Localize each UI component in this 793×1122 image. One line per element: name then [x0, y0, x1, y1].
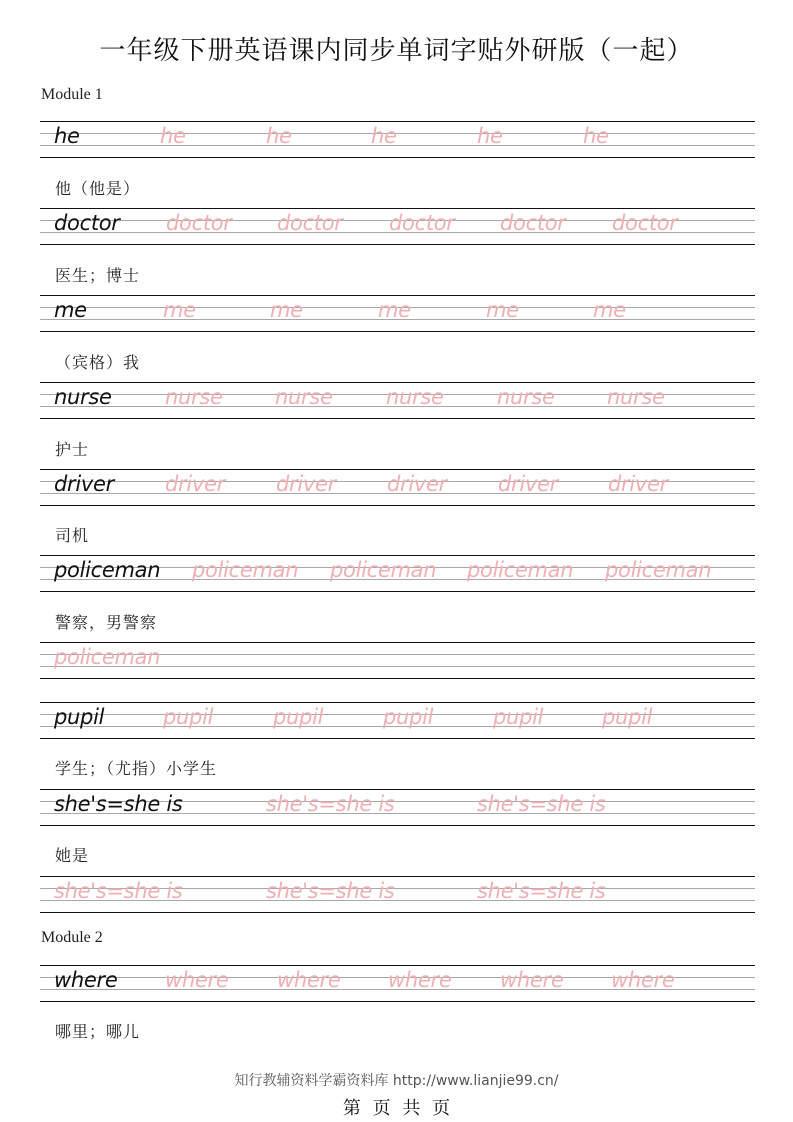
trace-word: where [388, 968, 452, 992]
trace-word: policeman [605, 558, 712, 582]
trace-word: where [500, 968, 564, 992]
trace-word: she's=she is [54, 879, 183, 903]
module-heading-2: Module 2 [41, 929, 103, 946]
model-word: doctor [54, 211, 120, 235]
model-word: where [54, 968, 118, 992]
line-top [40, 382, 755, 383]
trace-word: doctor [389, 211, 455, 235]
trace-word: driver [387, 472, 447, 496]
trace-word: me [593, 298, 626, 322]
writing-row-policeman [40, 555, 755, 592]
trace-word: doctor [612, 211, 678, 235]
line-top [40, 208, 755, 209]
trace-word: she's=she is [477, 792, 606, 816]
trace-word: driver [165, 472, 225, 496]
line-top [40, 965, 755, 966]
writing-row-shes [40, 789, 755, 826]
meaning-driver: 司机 [55, 526, 90, 545]
line-bottom [40, 738, 755, 739]
trace-word: he [477, 124, 503, 148]
trace-word: pupil [383, 705, 434, 729]
meaning-where: 哪里；哪儿 [55, 1022, 141, 1041]
meaning-he: 他（他是） [55, 179, 141, 198]
model-word: pupil [54, 705, 105, 729]
writing-row-policeman-continued [40, 642, 755, 679]
trace-word: pupil [602, 705, 653, 729]
trace-word: me [378, 298, 411, 322]
writing-row-shes-continued [40, 876, 755, 913]
line-top [40, 469, 755, 470]
trace-word: nurse [165, 385, 223, 409]
trace-word: where [611, 968, 675, 992]
writing-row-he [40, 121, 755, 158]
writing-row-where [40, 965, 755, 1002]
trace-word: he [266, 124, 292, 148]
module-heading-1: Module 1 [41, 86, 103, 103]
footer-site-link[interactable]: 知行教辅资料学霸资料库 http://www.lianjie99.cn/ [234, 1073, 559, 1089]
trace-word: policeman [54, 645, 161, 669]
trace-word: he [583, 124, 609, 148]
trace-word: nurse [275, 385, 333, 409]
writing-row-me [40, 295, 755, 332]
trace-word: where [277, 968, 341, 992]
trace-word: he [371, 124, 397, 148]
line-bottom [40, 1001, 755, 1002]
trace-word: policeman [192, 558, 299, 582]
trace-word: doctor [166, 211, 232, 235]
line-bottom [40, 591, 755, 592]
guide-line [40, 145, 755, 146]
meaning-pupil: 学生；（尤指）小学生 [55, 759, 218, 778]
trace-word: nurse [497, 385, 555, 409]
trace-word: policeman [330, 558, 437, 582]
trace-word: he [160, 124, 186, 148]
line-top [40, 789, 755, 790]
guide-line [40, 133, 755, 134]
model-word: she's=she is [54, 792, 183, 816]
line-bottom [40, 331, 755, 332]
line-bottom [40, 505, 755, 506]
trace-word: me [486, 298, 519, 322]
writing-row-nurse [40, 382, 755, 419]
trace-word: she's=she is [266, 879, 395, 903]
meaning-policeman: 警察，男警察 [55, 613, 158, 632]
trace-word: doctor [500, 211, 566, 235]
trace-word: where [165, 968, 229, 992]
line-bottom [40, 825, 755, 826]
meaning-me: （宾格）我 [55, 353, 141, 372]
line-bottom [40, 912, 755, 913]
model-word: me [54, 298, 87, 322]
trace-word: she's=she is [266, 792, 395, 816]
line-top [40, 555, 755, 556]
model-word: nurse [54, 385, 112, 409]
line-top [40, 121, 755, 122]
trace-word: pupil [493, 705, 544, 729]
trace-word: driver [498, 472, 558, 496]
meaning-doctor: 医生；博士 [55, 266, 141, 285]
trace-word: nurse [607, 385, 665, 409]
page-title: 一年级下册英语课内同步单词字贴外研版（一起） [99, 36, 694, 66]
model-word: he [54, 124, 80, 148]
line-bottom [40, 157, 755, 158]
trace-word: driver [276, 472, 336, 496]
trace-word: pupil [273, 705, 324, 729]
meaning-nurse: 护士 [55, 440, 90, 459]
trace-word: me [163, 298, 196, 322]
line-top [40, 295, 755, 296]
line-top [40, 702, 755, 703]
line-top [40, 876, 755, 877]
writing-row-pupil [40, 702, 755, 739]
writing-row-doctor [40, 208, 755, 245]
meaning-shes: 她是 [55, 846, 90, 865]
trace-word: pupil [163, 705, 214, 729]
model-word: policeman [54, 558, 161, 582]
writing-row-driver [40, 469, 755, 506]
footer-page-number: 第 页 共 页 [342, 1098, 451, 1119]
trace-word: doctor [277, 211, 343, 235]
line-bottom [40, 418, 755, 419]
line-top [40, 642, 755, 643]
trace-word: policeman [467, 558, 574, 582]
trace-word: me [270, 298, 303, 322]
trace-word: she's=she is [477, 879, 606, 903]
line-bottom [40, 678, 755, 679]
trace-word: driver [608, 472, 668, 496]
line-bottom [40, 244, 755, 245]
model-word: driver [54, 472, 114, 496]
trace-word: nurse [386, 385, 444, 409]
